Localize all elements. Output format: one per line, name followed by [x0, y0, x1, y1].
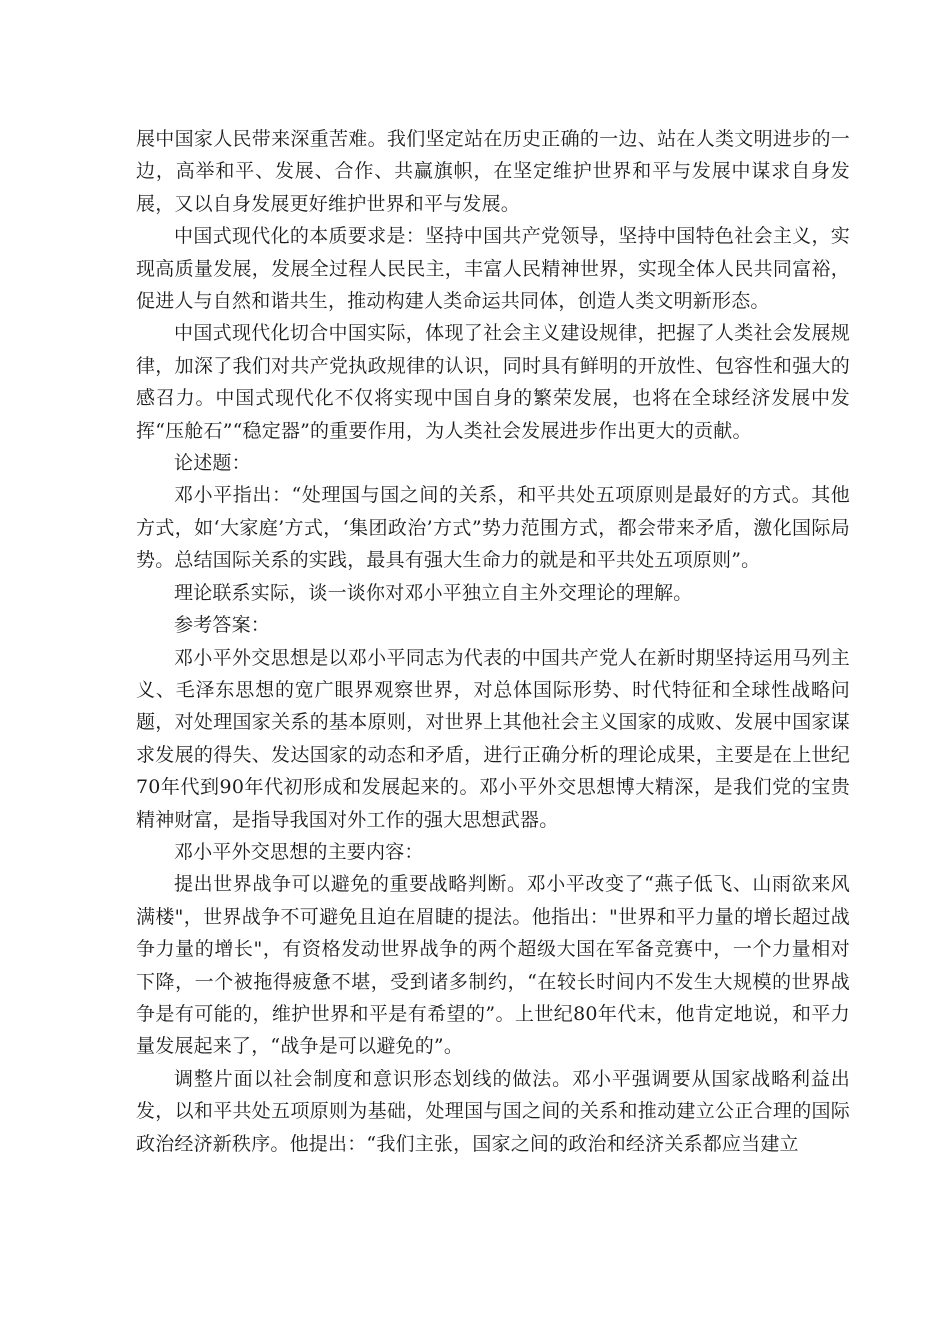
paragraph-deng-quote: 邓小平指出：“处理国与国之间的关系，和平共处五项原则是最好的方式。其他方式，如‘大家庭’方式，‘集团政治’方式”势力范围方式，都会带来矛盾，激化国际局势。总结国际关系的实践，最具有强大生命力的就是和平共处五项原则”。 [136, 484, 850, 572]
paragraph-ideology-adjustment: 调整片面以社会制度和意识形态划线的做法。邓小平强调要从国家战略利益出发，以和平共处五项原则为基础，处理国与国之间的关系和推动建立公正合理的国际政治经济新秩序。他提出：“我们主张，国家之间的政治和经济关系都应当建立 [136, 1067, 850, 1155]
heading-reference-answer: 参考答案： [174, 614, 271, 637]
paragraph-modernization-features: 中国式现代化切合中国实际，体现了社会主义建设规律，把握了人类社会发展规律，加深了我们对共产党执政规律的认识，同时具有鲜明的开放性、包容性和强大的感召力。中国式现代化不仅将实现中国自身的繁荣发展，也将在全球经济发展中发挥“压舱石”“稳定器”的重要作用，为人类社会发展进步作出更大的贡献。 [136, 322, 850, 442]
heading-essay-question: 论述题： [174, 452, 251, 475]
paragraph-essential-requirements: 中国式现代化的本质要求是：坚持中国共产党领导，坚持中国特色社会主义，实现高质量发展，发展全过程人民民主，丰富人民精神世界，实现全体人民共同富裕，促进人与自然和谐共生，推动构建人类命运共同体，创造人类文明新形态。 [136, 225, 850, 313]
paragraph-deng-diplomacy-overview: 邓小平外交思想是以邓小平同志为代表的中国共产党人在新时期坚持运用马列主义、毛泽东思想的宽广眼界观察世界，对总体国际形势、时代特征和全球性战略问题，对处理国家关系的基本原则，对世界上其他社会主义国家的成败、发展中国家谋求发展的得失、发达国家的动态和矛盾，进行正确分析的理论成果，主要是在上世纪70年代到90年代初形成和发展起来的。邓小平外交思想博大精深，是我们党的宝贵精神财富，是指导我国对外工作的强大思想武器。 [136, 646, 850, 831]
paragraph-war-avoidable: 提出世界战争可以避免的重要战略判断。邓小平改变了“燕子低飞、山雨欲来风满楼"，世界战争不可避免且迫在眉睫的提法。他指出："世界和平力量的增长超过战争力量的增长"，有资格发动世界战争的两个超级大国在军备竞赛中，一个力量相对下降，一个被拖得疲惫不堪，受到诸多制约，“在较长时间内不发生大规模的世界战争是有可能的，维护世界和平是有希望的”。上世纪80年代末，他肯定地说，和平力量发展起来了，“战争是可以避免的”。 [136, 873, 850, 1058]
heading-main-content: 邓小平外交思想的主要内容： [174, 840, 424, 863]
paragraph-question-prompt: 理论联系实际，谈一谈你对邓小平独立自主外交理论的理解。 [174, 581, 693, 604]
document-page [136, 123, 850, 1160]
paragraph-continuation: 展中国家人民带来深重苦难。我们坚定站在历史正确的一边、站在人类文明进步的一边，高举和平、发展、合作、共赢旗帜，在坚定维护世界和平与发展中谋求自身发展，又以自身发展更好维护世界和平与发展。 [136, 128, 850, 215]
